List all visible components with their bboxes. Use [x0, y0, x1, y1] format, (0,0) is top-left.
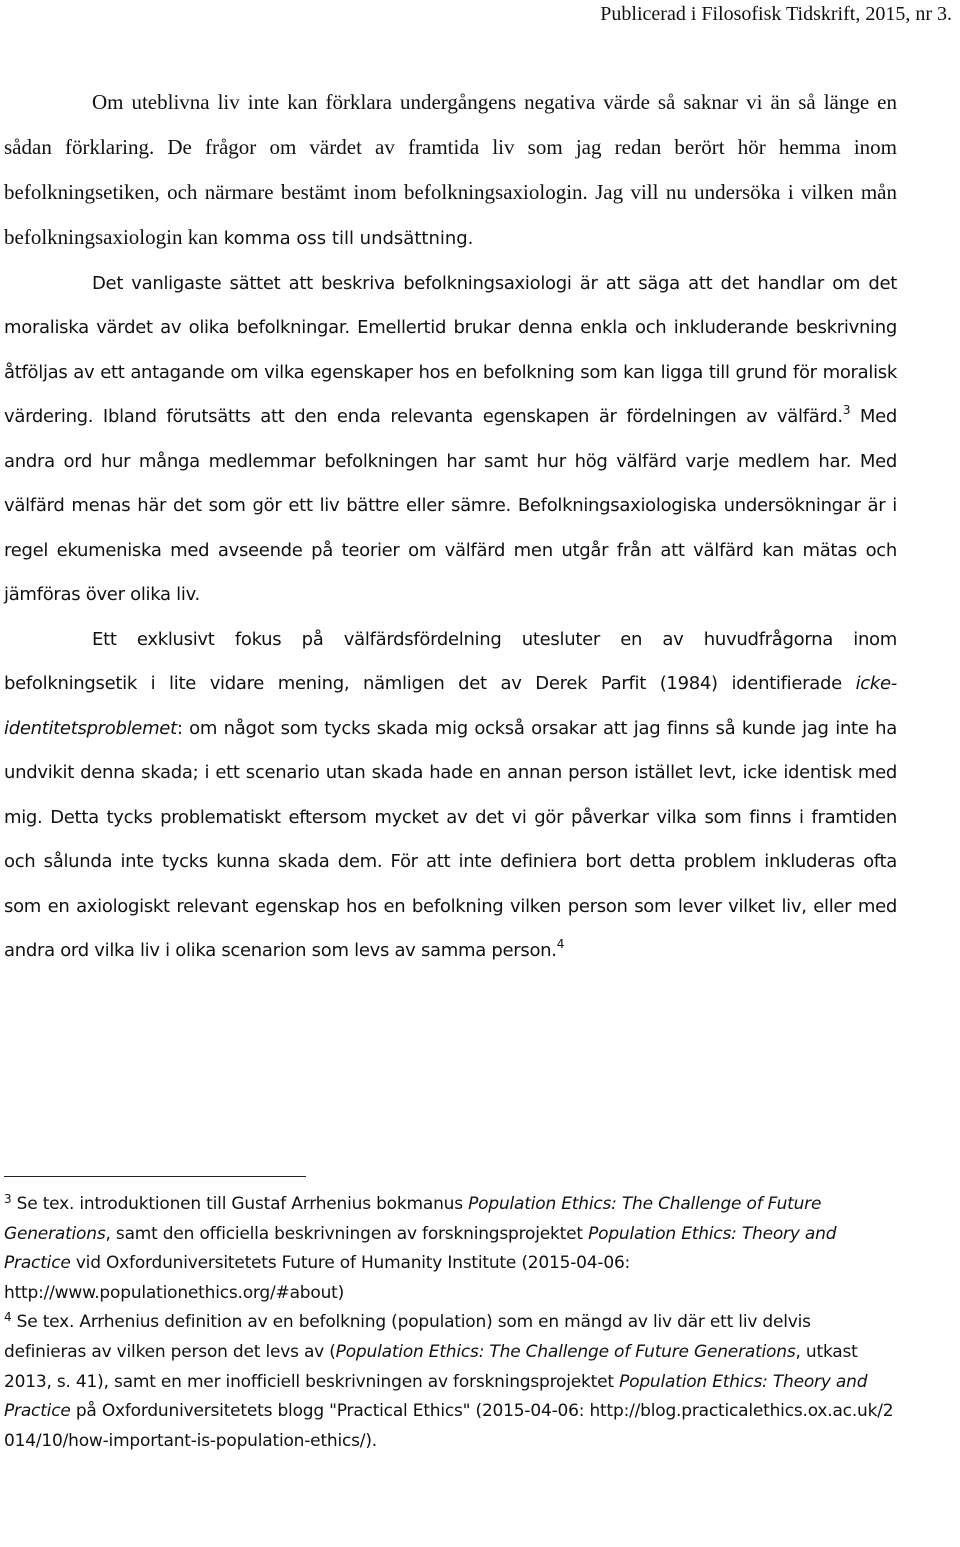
footnote-4-text: Se tex. Arrhenius definition av en befolkning (population) som en mängd av liv där ett liv delvis definieras av vilken person det levs av ( [4, 1312, 811, 1362]
footnote-4 [4, 1308, 897, 1456]
paragraph-2-text-continued: Med andra ord hur många medlemmar befolkningen har samt hur hög välfärd varje medlem har. Med välfärd menas här det som gör ett liv bättre eller sämre. Befolkningsaxiologiska undersökningar är i regel ekumeniska med avseende på teorier om välfärd men utgår från att välfärd kan mätas och jämföras över olika liv. [4, 406, 897, 605]
footnote-3-title-2: Population Ethics: Theory and Practice [4, 1223, 837, 1274]
paragraph-3 [4, 618, 897, 974]
footnote-4-mark: 4 [4, 1310, 12, 1325]
paragraph-1 [4, 80, 897, 262]
paragraph-2-text: Det vanligaste sättet att beskriva befolkningsaxiologi är att säga att det handlar om det moraliska värdet av olika befolkningar. Emellertid brukar denna enkla och inkluderande beskrivning åtföljas av ett antagande om vilka egenskaper hos en befolkning som kan ligga till grund för moralisk värdering. Ibland förutsätts att den enda relevanta egenskapen är fördelningen av välfärd. [4, 272, 897, 427]
footnote-4-text-2: , utkast 2013, s. 41), samt en mer inofficiell beskrivningen av forskningsprojektet [4, 1341, 858, 1392]
paragraph-1-ending: komma oss till undsättning. [218, 228, 474, 249]
footnote-3 [4, 1190, 897, 1308]
footnote-3-mark: 3 [4, 1192, 12, 1206]
footnote-ref-3[interactable]: 3 [842, 403, 851, 417]
footnote-3-title-1: Population Ethics: The Challenge of Future Generations [4, 1194, 822, 1244]
footnote-3-text: Se tex. introduktionen till Gustaf Arrhenius bokmanus [11, 1194, 469, 1214]
paragraph-3-text: Ett exklusivt fokus på välfärdsfördelning utesluter en av huvudfrågorna inom befolkningsetik i lite vidare mening, nämligen det av Derek Parfit (1984) identifierade [4, 628, 897, 694]
paragraph-3-text-continued: : om något som tycks skada mig också orsakar att jag finns så kunde jag inte ha undvikit denna skada; i ett scenario utan skada hade en annan person istället levt, icke identisk med mig. Detta tycks problematiskt eftersom mycket av det vi gör påverkar vilka som finns i framtiden och sålunda inte tycks kunna skada dem. För att inte definiera bort detta problem inkluderas ofta som en axiologiskt relevant egenskap hos en befolkning vilken person som lever vilket liv, eller med andra ord vilka liv i olika scenarion som levs av samma person. [4, 717, 897, 961]
footnote-3-text-3: vid Oxforduniversitetets Future of Humanity Institute (2015-04-06: http://www.populationethics.org/#about) [4, 1253, 631, 1303]
paragraph-2 [4, 262, 897, 618]
paragraph-3-term: icke-identitetsproblemet [4, 673, 897, 739]
footnote-4-link[interactable]: http://blog.practicalethics.ox.ac.uk/2014/10/how-important-is-population-ethics/ [4, 1401, 894, 1451]
body-text [4, 80, 897, 974]
footnote-4-title-2: Population Ethics: Theory and Practice [4, 1371, 868, 1422]
footnote-4-title-1: Population Ethics: The Challenge of Future Generations [335, 1341, 796, 1362]
footnote-4-text-4: ). [365, 1430, 377, 1451]
footnote-4-text-3: på Oxforduniversitetets blogg "Practical Ethics" (2015-04-06: [70, 1401, 590, 1422]
publication-header: Publicerad i Filosofisk Tidskrift, 2015, nr 3. [600, 3, 952, 25]
footnote-divider [4, 1176, 306, 1177]
footnote-ref-4[interactable]: 4 [556, 937, 565, 951]
paragraph-1-text: Om uteblivna liv inte kan förklara undergångens negativa värde så saknar vi än så länge en sådan förklaring. De frågor om värdet av framtida liv som jag redan berört hör hemma inom befolkningsetiken, och närmare bestämt inom befolkningsaxiologin. Jag vill nu undersöka i vilken mån befolkningsaxiologin kan [4, 90, 897, 249]
footnote-3-text-2: , samt den officiella beskrivningen av forskningsprojektet [105, 1223, 589, 1244]
document-page [4, 0, 952, 1547]
footnotes [4, 1190, 897, 1456]
